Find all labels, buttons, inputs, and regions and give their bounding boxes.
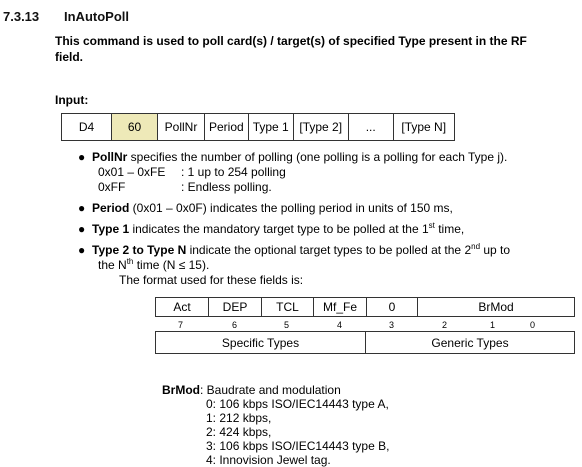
term-type2: Type 2 to Type N xyxy=(92,243,187,257)
term-period: Period xyxy=(92,201,130,215)
bit-number: 1 xyxy=(490,320,496,330)
bit-cell-zero: 0 xyxy=(366,297,418,317)
range-key: 0xFF xyxy=(98,180,126,194)
bit-cell-act: Act xyxy=(155,297,209,317)
brmod-option: 2: 424 kbps, xyxy=(206,425,272,439)
pollnr-endless-row xyxy=(92,180,580,195)
superscript: nd xyxy=(471,242,481,251)
brmod-options xyxy=(162,397,389,467)
bitfield-table xyxy=(155,297,574,350)
frame-byte-pollnr: PollNr xyxy=(158,114,205,141)
bit-cell-brmod: BrMod xyxy=(417,297,575,317)
superscript: th xyxy=(126,257,134,266)
group-specific-types: Specific Types xyxy=(155,331,366,354)
frame-byte-typen: [Type N] xyxy=(393,114,454,141)
bullet-icon: ● xyxy=(78,243,86,257)
input-frame-row xyxy=(62,114,455,141)
type2-continuation xyxy=(92,258,580,273)
section-number: 7.3.13 xyxy=(3,9,40,24)
frame-byte-d4: D4 xyxy=(62,114,112,141)
input-frame-table xyxy=(61,113,455,141)
bullet-icon: ● xyxy=(78,201,86,215)
text-type2: indicate the optional target types to be polled at the 2 xyxy=(186,243,472,257)
bit-number: 0 xyxy=(530,320,536,330)
bit-cell-mffe: Mf_Fe xyxy=(313,297,367,317)
brmod-description xyxy=(162,383,389,467)
text-type1-end: time, xyxy=(434,222,465,236)
text-type1: indicates the mandatory target type to be polled at the 1 xyxy=(129,222,429,236)
section-description: This command is used to poll card(s) / target(s) of specified Type present in the RF field. xyxy=(55,34,527,64)
range-key: 0x01 – 0xFE xyxy=(98,165,166,179)
brmod-option: 4: Innovision Jewel tag. xyxy=(206,453,331,467)
bit-number: 7 xyxy=(178,320,184,330)
brmod-option: 0: 106 kbps ISO/IEC14443 type A, xyxy=(206,397,389,411)
term-brmod: BrMod xyxy=(162,383,200,397)
brmod-option: 3: 106 kbps ISO/IEC14443 type B, xyxy=(206,439,390,453)
bullet-icon: ● xyxy=(78,150,86,164)
bullet-icon: ● xyxy=(78,222,86,236)
superscript: st xyxy=(428,221,435,230)
text-pollnr: specifies the number of polling (one polling is a polling for each Type j). xyxy=(127,150,508,164)
frame-byte-ellipsis: ... xyxy=(348,114,393,141)
bit-number: 5 xyxy=(284,320,290,330)
bit-cell-tcl: TCL xyxy=(261,297,314,317)
term-type1: Type 1 xyxy=(92,222,130,236)
bit-number: 4 xyxy=(337,320,343,330)
range-value: : 1 up to 254 polling xyxy=(181,165,286,179)
group-generic-types: Generic Types xyxy=(365,331,575,354)
text-type2-line2: the N xyxy=(98,258,127,272)
bit-number: 6 xyxy=(232,320,238,330)
bit-number: 2 xyxy=(442,320,448,330)
range-value: : Endless polling. xyxy=(181,180,272,194)
list-item-type1 xyxy=(75,222,580,237)
text-period: (0x01 – 0x0F) indicates the polling period in units of 150 ms, xyxy=(129,201,453,215)
frame-byte-type1: Type 1 xyxy=(248,114,293,141)
bit-cell-dep: DEP xyxy=(208,297,262,317)
bitfield-header-row xyxy=(155,297,574,317)
text-type2-mid: up to xyxy=(480,243,511,257)
frame-byte-period: Period xyxy=(205,114,249,141)
term-pollnr: PollNr xyxy=(92,150,128,164)
parameter-list xyxy=(75,150,580,288)
text-type2-line2-end: time (N ≤ 15). xyxy=(133,258,210,272)
section-title: InAutoPoll xyxy=(64,9,129,24)
text-brmod: : Baudrate and modulation xyxy=(200,383,341,397)
list-item-pollnr xyxy=(75,150,580,195)
list-item-period xyxy=(75,201,580,216)
brmod-option: 1: 212 kbps, xyxy=(206,411,272,425)
bit-number: 3 xyxy=(389,320,395,330)
brmod-heading xyxy=(162,383,389,397)
frame-byte-type2: [Type 2] xyxy=(293,114,348,141)
input-label: Input: xyxy=(55,93,89,107)
format-note: The format used for these fields is: xyxy=(119,273,304,287)
list-item-type2 xyxy=(75,243,580,288)
frame-byte-60: 60 xyxy=(112,114,158,141)
pollnr-range-row xyxy=(92,165,580,180)
